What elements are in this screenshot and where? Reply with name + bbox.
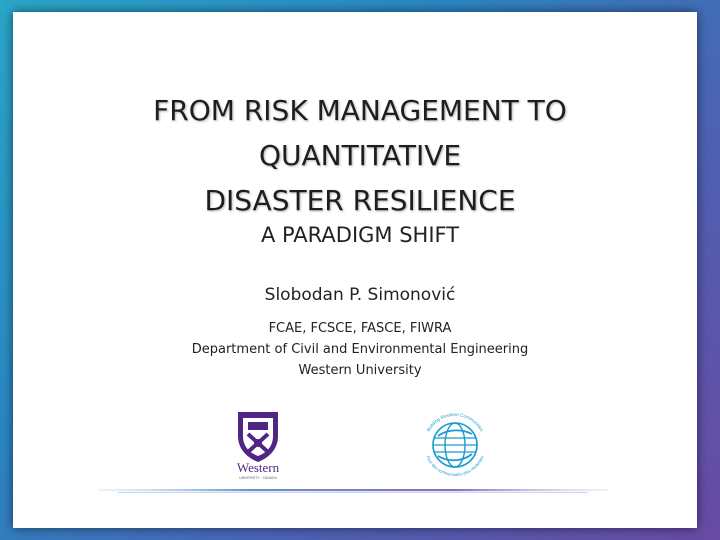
western-tagline: UNIVERSITY · CANADA [239, 476, 277, 480]
title-line-2: QUANTITATIVE [258, 139, 462, 172]
western-wordmark: Western [236, 460, 280, 475]
title-line-1: FROM RISK MANAGEMENT TO [153, 94, 567, 127]
title-line-3: DISASTER RESILIENCE [204, 184, 516, 217]
western-university-logo [226, 410, 290, 480]
slide-title [0, 88, 720, 223]
credentials: FCAE, FCSCE, FASCE, FIWRA [268, 321, 452, 336]
department: Department of Civil and Environmental Engineering [191, 342, 529, 357]
slide-subtitle: A PARADIGM SHIFT [260, 223, 460, 247]
university: Western University [298, 363, 422, 378]
arc-text-bottom: Pour des communautés plus résilientes [425, 454, 485, 478]
svg-text:Pour des communautés plus rési [425, 455, 484, 477]
resilient-communities-logo [416, 406, 494, 484]
author-affiliation [0, 318, 720, 381]
arc-text-top: Building Resilient Communities [425, 411, 485, 433]
author-name: Slobodan P. Simonović [264, 285, 456, 305]
bottom-divider [98, 486, 608, 496]
